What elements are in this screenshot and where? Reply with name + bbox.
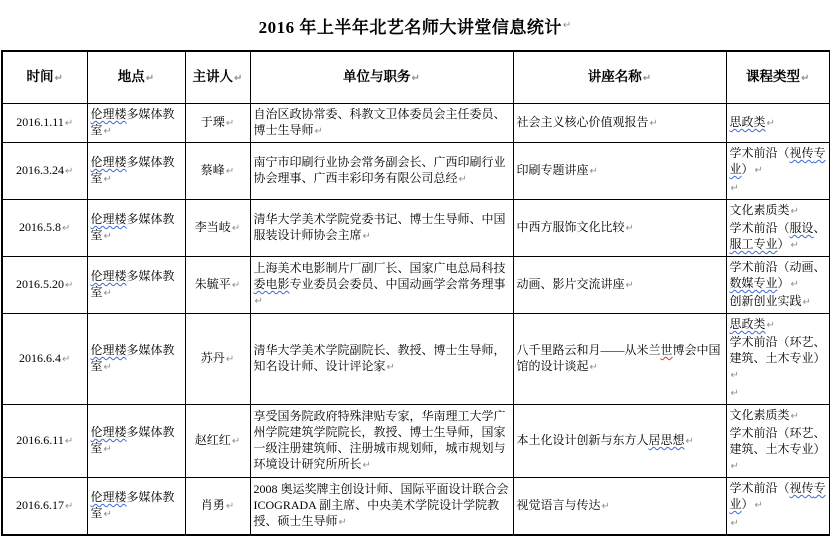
column-header-location[interactable] [87, 51, 185, 104]
paragraph [730, 514, 827, 532]
paragraph-mark: ↵ [65, 501, 74, 512]
grammar-squiggle: 思政类 [729, 317, 766, 331]
paragraph [730, 480, 827, 514]
paragraph [91, 424, 182, 458]
grammar-squiggle: 伦理楼 [90, 343, 127, 357]
column-header-label: 主讲人 [192, 68, 234, 84]
paragraph [730, 425, 827, 475]
paragraph-mark: ↵ [802, 297, 811, 308]
paragraph [6, 114, 84, 132]
text-segment: 学术前沿（ [729, 481, 790, 495]
text-segment: 自治区政协常委、科教文卫体委员会主任委员、博士生导师 [253, 107, 506, 137]
cell-location[interactable] [87, 104, 185, 143]
paragraph [517, 432, 723, 450]
paragraph-mark: ↵ [362, 231, 371, 242]
text-segment: ） [777, 237, 790, 251]
paragraph-mark: ↵ [225, 118, 235, 129]
cell-org[interactable] [250, 104, 513, 143]
column-header-label: 单位与职务 [343, 68, 411, 84]
text-segment: 肖勇 [200, 498, 225, 512]
paragraph-mark: ↵ [790, 206, 799, 217]
cell-lecture[interactable] [513, 314, 726, 405]
paragraph [189, 432, 247, 450]
paragraph-mark: ↵ [103, 444, 112, 455]
paragraph [6, 162, 84, 180]
text-segment: 学术前沿（环艺、建筑、土木专业） [729, 426, 826, 456]
paragraph-mark: ↵ [801, 72, 810, 84]
paragraph [254, 211, 510, 245]
paragraph [517, 276, 723, 294]
paragraph [517, 219, 723, 237]
paragraph [517, 497, 723, 515]
paragraph-mark: ↵ [231, 280, 241, 291]
paragraph [730, 114, 827, 132]
grammar-squiggle: 伦理楼 [90, 490, 127, 504]
grammar-squiggle: 委电影 [253, 277, 290, 291]
paragraph-mark: ↵ [790, 279, 799, 290]
cell-lecture[interactable] [513, 257, 726, 314]
table-row [2, 405, 830, 478]
paragraph [254, 154, 510, 188]
cell-org[interactable] [250, 257, 513, 314]
paragraph-mark: ↵ [103, 509, 112, 520]
cell-lecture[interactable] [513, 104, 726, 143]
paragraph [91, 268, 182, 302]
text-segment: 朱毓平 [194, 277, 231, 291]
paragraph-mark: ↵ [754, 165, 763, 176]
text-segment: 中西方服饰文化比较 [516, 220, 625, 234]
paragraph-mark: ↵ [790, 411, 799, 422]
text-segment: 视觉语言与传达 [516, 498, 601, 512]
paragraph-mark: ↵ [54, 72, 63, 84]
grammar-squiggle: 视传 [789, 146, 814, 160]
cell-org[interactable] [250, 200, 513, 257]
cell-time[interactable] [2, 314, 87, 405]
text-segment: 赵红红 [194, 433, 231, 447]
text-segment: 2008 奥运奖牌主创设计师、国际平面设计联合会 ICOGRADA 副主席、中央美术学院设计学院教授、硕士生导师 [253, 482, 509, 528]
grammar-squiggle: 伦理楼 [90, 425, 127, 439]
cell-location[interactable] [87, 143, 185, 200]
cell-time[interactable] [2, 478, 87, 536]
text-segment: 于瑮 [200, 115, 225, 129]
grammar-squiggle: 伦理楼 [90, 269, 127, 283]
paragraph [730, 259, 827, 293]
cell-time[interactable] [2, 257, 87, 314]
text-segment: 2016.6.4 [19, 351, 62, 365]
grammar-squiggle: 服工专业 [729, 237, 778, 251]
cell-org[interactable] [250, 405, 513, 478]
paragraph [254, 106, 510, 140]
paragraph [91, 342, 182, 376]
paragraph [517, 114, 723, 132]
text-segment: 专业委员会委员、中国动画学会常务理事 [289, 277, 506, 291]
grammar-squiggle: 伦理楼 [90, 155, 127, 169]
paragraph [730, 407, 827, 425]
grammar-squiggle: 视传 [789, 481, 814, 495]
paragraph [91, 154, 182, 188]
cell-org[interactable] [250, 143, 513, 200]
cell-speaker[interactable] [185, 200, 250, 257]
paragraph [91, 106, 182, 140]
paragraph-mark: ↵ [103, 362, 112, 373]
paragraph [730, 145, 827, 179]
paragraph-mark: ↵ [225, 166, 235, 177]
grammar-squiggle: 伦理楼 [90, 212, 127, 226]
paragraph [730, 334, 827, 384]
text-segment: 社会主义核心价值观报告 [516, 115, 649, 129]
paragraph-mark: ↵ [64, 118, 74, 129]
paragraph [189, 497, 247, 515]
text-segment: 学术前沿（ [729, 146, 790, 160]
paragraph-mark: ↵ [103, 126, 112, 137]
text-segment: 多媒体教室 [90, 490, 175, 520]
paragraph [6, 350, 84, 368]
cell-lecture[interactable] [513, 405, 726, 478]
paragraph-mark: ↵ [338, 517, 347, 528]
cell-type[interactable] [726, 257, 830, 314]
text-segment: 文化素质类 [729, 408, 790, 422]
cell-lecture[interactable] [513, 143, 726, 200]
text-segment: 文化素质类 [729, 203, 790, 217]
table-row [2, 200, 830, 257]
cell-type[interactable] [726, 104, 830, 143]
table-row [2, 314, 830, 405]
text-segment: 南宁市印刷行业协会常务副会长、广西印刷行业协会理事、广西丰彩印务有限公司总经 [253, 155, 506, 185]
cell-location[interactable] [87, 314, 185, 405]
grammar-squiggle: 专业 [729, 481, 826, 511]
text-segment: 创新创业实践 [729, 294, 802, 308]
table-row [2, 257, 830, 314]
paragraph-mark: ↵ [362, 460, 371, 471]
cell-speaker[interactable] [185, 257, 250, 314]
paragraph-mark: ↵ [145, 72, 155, 84]
paragraph-mark: ↵ [625, 280, 634, 291]
page-title[interactable]: 2016 年上半年北艺名师大讲堂信息统计 [258, 17, 562, 37]
text-segment: 学术前沿（ [729, 221, 790, 235]
paragraph-mark: ↵ [65, 280, 74, 291]
paragraph [730, 384, 827, 402]
grammar-squiggle: 居思想 [648, 433, 685, 447]
paragraph-mark: ↵ [766, 118, 775, 129]
cell-location[interactable] [87, 200, 185, 257]
paragraph-mark: ↵ [314, 126, 323, 137]
cell-time[interactable] [2, 405, 87, 478]
paragraph [189, 114, 247, 132]
text-segment: ） [741, 162, 754, 176]
text-segment: 2016.5.20 [16, 277, 65, 291]
text-segment: 印刷专题讲座 [516, 163, 589, 177]
column-header-speaker[interactable] [185, 51, 250, 104]
paragraph-mark: ↵ [562, 19, 572, 31]
paragraph-mark: ↵ [685, 436, 694, 447]
column-header-lecture[interactable] [513, 51, 726, 104]
paragraph-mark: ↵ [730, 370, 739, 381]
cell-type[interactable] [726, 478, 830, 536]
paragraph [189, 276, 247, 294]
grammar-squiggle: 数媒专业 [729, 276, 778, 290]
cell-type[interactable] [726, 314, 830, 405]
grammar-squiggle: 思政类 [729, 115, 766, 129]
text-segment: 学术前沿（动画、 [729, 260, 826, 274]
paragraph [730, 293, 827, 311]
cell-speaker[interactable] [185, 104, 250, 143]
paragraph [91, 489, 182, 523]
cell-org[interactable] [250, 314, 513, 405]
cell-type[interactable] [726, 143, 830, 200]
text-segment: 动画、影片交流讲座 [516, 277, 625, 291]
cell-type[interactable] [726, 405, 830, 478]
paragraph-mark: ↵ [411, 72, 420, 84]
paragraph-mark: ↵ [64, 436, 74, 447]
paragraph [254, 342, 510, 376]
cell-type[interactable] [726, 200, 830, 257]
cell-lecture[interactable] [513, 478, 726, 536]
table-row [2, 143, 830, 200]
paragraph-mark: ↵ [225, 354, 235, 365]
text-segment: 清华大学美术学院副院长、教授、博士生导师，知名设计师、设计评论家 [253, 343, 506, 373]
cell-time[interactable] [2, 104, 87, 143]
table-row [2, 104, 830, 143]
paragraph [189, 350, 247, 368]
paragraph [6, 276, 84, 294]
text-segment: 2016.1.11 [16, 115, 64, 129]
paragraph-mark: ↵ [231, 436, 241, 447]
paragraph-mark: ↵ [62, 223, 71, 234]
paragraph-mark: ↵ [625, 223, 634, 234]
text-segment: 苏丹 [200, 351, 225, 365]
paragraph [189, 162, 247, 180]
paragraph-mark: ↵ [103, 231, 112, 242]
text-segment: 清华大学美术学院党委书记、博士生导师、中国服装设计师协会主席 [253, 212, 506, 242]
text-segment: 蔡峰 [200, 163, 225, 177]
text-segment: 多媒体教室 [90, 212, 175, 242]
paragraph [254, 408, 510, 474]
text-segment: 上海美术电影制片厂副厂长、国家广电总局科技 [253, 261, 506, 275]
cell-time[interactable] [2, 143, 87, 200]
text-segment: 学术前沿（环艺、建筑、土木专业） [729, 335, 826, 365]
text-segment: 2016.6.17 [16, 498, 65, 512]
text-segment: 2016.5.8 [19, 220, 62, 234]
paragraph [6, 497, 84, 515]
column-header-time[interactable] [2, 51, 87, 104]
paragraph-mark: ↵ [225, 501, 235, 512]
spelling-squiggle: 世 [660, 343, 673, 357]
paragraph-mark: ↵ [254, 296, 263, 307]
paragraph-mark: ↵ [103, 174, 112, 185]
text-segment: 八千里路云和月——从米兰 [516, 343, 661, 357]
text-segment: 2016.3.24 [16, 163, 65, 177]
text-segment: 多媒体教室 [90, 425, 175, 455]
text-segment: 本土化设计创新与东方人 [516, 433, 649, 447]
cell-location[interactable] [87, 478, 185, 536]
cell-location[interactable] [87, 257, 185, 314]
cell-speaker[interactable] [185, 143, 250, 200]
paragraph [730, 220, 827, 254]
cell-org[interactable] [250, 478, 513, 536]
header-row [2, 51, 830, 104]
info-table [1, 50, 830, 536]
text-segment: 多媒体教室 [90, 155, 175, 185]
paragraph [91, 211, 182, 245]
grammar-squiggle: 伦理楼 [90, 107, 127, 121]
paragraph-mark: ↵ [730, 183, 739, 194]
paragraph [730, 179, 827, 197]
text-segment: 多媒体教室 [90, 269, 175, 299]
paragraph-mark: ↵ [766, 320, 775, 331]
cell-time[interactable] [2, 200, 87, 257]
cell-speaker[interactable] [185, 314, 250, 405]
paragraph-mark: ↵ [103, 288, 112, 299]
paragraph [6, 219, 84, 237]
paragraph [517, 342, 723, 376]
paragraph [517, 162, 723, 180]
column-header-label: 地点 [117, 68, 145, 84]
cell-location[interactable] [87, 405, 185, 478]
text-segment: 2016.6.11 [16, 433, 64, 447]
paragraph-mark: ↵ [730, 518, 739, 529]
paragraph-mark: ↵ [730, 388, 739, 399]
paragraph-mark: ↵ [754, 500, 763, 511]
text-segment: ） [741, 497, 754, 511]
paragraph [730, 316, 827, 334]
paragraph [730, 202, 827, 220]
paragraph [254, 481, 510, 531]
grammar-squiggle: 专业 [729, 146, 826, 176]
table-row [2, 478, 830, 536]
paragraph-mark: ↵ [62, 354, 71, 365]
paragraph-mark: ↵ [649, 118, 658, 129]
grammar-squiggle: 服设 [789, 221, 814, 235]
text-segment: ） [777, 276, 790, 290]
paragraph-mark: ↵ [601, 501, 610, 512]
cell-speaker[interactable] [185, 405, 250, 478]
column-header-org[interactable] [250, 51, 513, 104]
text-segment: 多媒体教室 [90, 343, 175, 373]
paragraph [254, 260, 510, 310]
text-segment: 多媒体教室 [90, 107, 175, 137]
column-header-label: 课程类型 [746, 68, 801, 84]
text-segment: 李当岐 [194, 220, 231, 234]
paragraph-mark: ↵ [790, 240, 799, 251]
cell-lecture[interactable] [513, 200, 726, 257]
paragraph [6, 432, 84, 450]
cell-speaker[interactable] [185, 478, 250, 536]
paragraph-mark: ↵ [234, 72, 243, 84]
paragraph-mark: ↵ [730, 461, 739, 472]
paragraph-mark: ↵ [386, 362, 395, 373]
paragraph [189, 219, 247, 237]
column-header-label: 讲座名称 [587, 68, 642, 84]
paragraph-mark: ↵ [642, 72, 652, 84]
paragraph-mark: ↵ [458, 174, 467, 185]
paragraph-mark: ↵ [589, 362, 598, 373]
paragraph-mark: ↵ [231, 223, 241, 234]
text-segment: 、 [813, 221, 826, 235]
paragraph-mark: ↵ [589, 166, 598, 177]
document-title-bar [0, 0, 830, 50]
column-header-type[interactable] [726, 51, 830, 104]
text-segment: 享受国务院政府特殊津贴专家，华南理工大学广州学院建筑学院院长，教授、博士生导师，国家一级注册建筑师、注册城市规划师，城市规划与环境设计研究所所长 [253, 409, 506, 471]
text-segment: 博会中国馆的设计谈起 [516, 343, 721, 373]
paragraph-mark: ↵ [65, 166, 74, 177]
column-header-label: 时间 [26, 68, 54, 84]
